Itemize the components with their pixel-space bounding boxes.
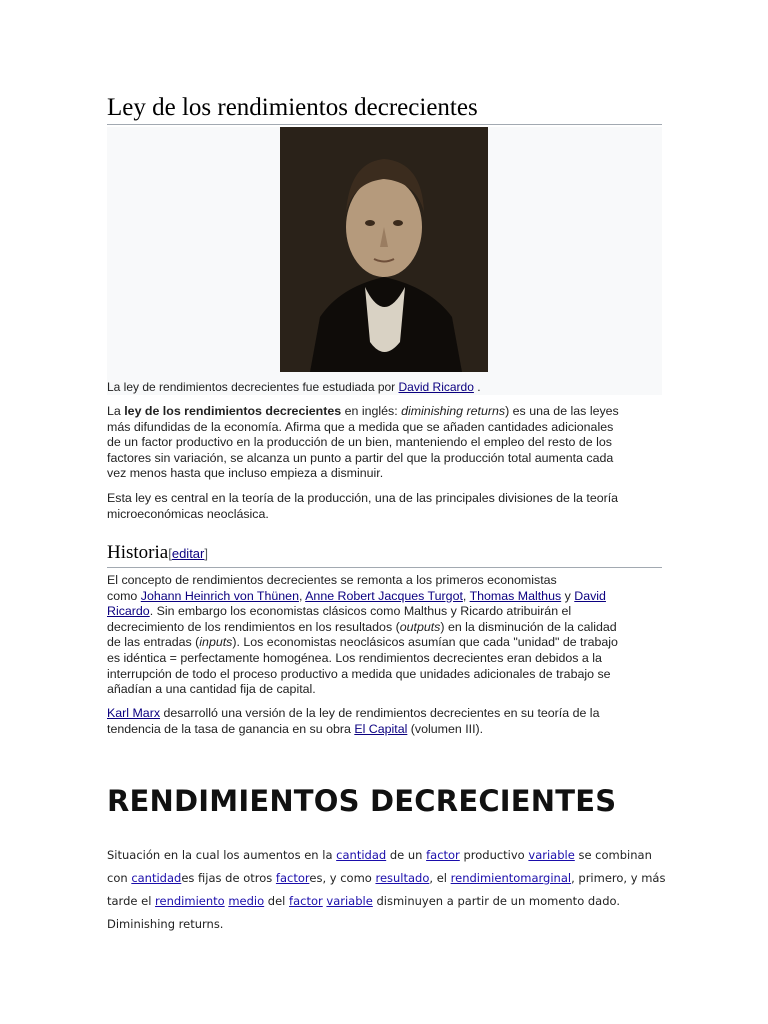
historia-line: es idéntica = perfectamente homogénea. Los rendimientos decrecientes eran debidos a la (107, 650, 602, 665)
historia-text: como (107, 588, 141, 603)
historia-text: ) en la disminución de la calidad (440, 619, 617, 634)
separator: , (298, 588, 306, 603)
intro-text: La (107, 404, 125, 418)
intro-text: ) es una de las leyes (505, 404, 619, 418)
link-resultado[interactable]: resultado (375, 871, 430, 885)
caption-text: La ley de rendimientos decrecientes fue estudiada por (107, 380, 399, 394)
edit-bracket-close: ] (204, 546, 208, 561)
historia-text: decrecimiento de los rendimientos en los resultados ( (107, 619, 400, 634)
def-text: productivo (459, 848, 529, 862)
portrait-figure (107, 127, 662, 395)
edit-bracket-open: [ (168, 546, 172, 561)
intro-paragraph (107, 404, 662, 482)
def-text: , el (429, 871, 451, 885)
link-cantidad[interactable]: cantidad (336, 848, 387, 862)
historia-heading-text: Historia (107, 542, 169, 563)
intro-line: de un factor productivo en la producción de un bien, manteniendo el empleo del resto de los (107, 435, 612, 450)
def-text: con (107, 871, 132, 885)
historia-text: desarrolló una versión de la ley de rendimientos decrecientes en su teoría de la (160, 706, 600, 720)
big-heading: RENDIMIENTOS DECRECIENTES (107, 784, 617, 818)
separator: y (561, 588, 575, 603)
historia-paragraph-2 (107, 706, 662, 737)
link-malthus[interactable]: Thomas Malthus (469, 588, 562, 603)
central-line: microeconómicas neoclásica. (107, 506, 269, 521)
link-variable[interactable]: variable (528, 848, 575, 862)
edit-section (168, 546, 208, 561)
historia-text: . Sin embargo los economistas clásicos como Malthus y Ricardo atribuirán el (149, 604, 572, 619)
intro-text: en inglés: (341, 404, 402, 418)
link-david-ricardo-2-cont[interactable]: Ricardo (107, 604, 150, 619)
link-david-ricardo[interactable]: David Ricardo (398, 380, 474, 394)
historia-paragraph-1 (107, 573, 662, 698)
historia-line: El concepto de rendimientos decrecientes se remonta a los primeros economistas (107, 573, 557, 587)
separator: , (462, 588, 470, 603)
link-factor[interactable]: factor (426, 848, 460, 862)
link-factor[interactable]: factor (275, 871, 310, 885)
def-text: tarde el (107, 894, 156, 908)
section-heading-historia (107, 540, 662, 568)
link-factor[interactable]: factor (289, 894, 323, 908)
link-von-thunen[interactable]: Johann Heinrich von Thünen (140, 588, 299, 603)
historia-text: ). Los economistas neoclásicos asumían que cada "unidad" de trabajo (232, 635, 618, 650)
intro-english-term: diminishing returns (401, 404, 506, 418)
def-text: es fijas de otros (181, 871, 276, 885)
def-text: de un (386, 848, 427, 862)
definition-paragraph (107, 844, 667, 936)
intro-bold-term: ley de los rendimientos decrecientes (124, 404, 342, 418)
edit-link[interactable]: editar (171, 546, 205, 561)
link-turgot[interactable]: Anne Robert Jacques Turgot (305, 588, 463, 603)
central-line: Esta ley es central en la teoría de la producción, una de las principales divisiones de la teoría (107, 491, 619, 505)
intro-line: vez menos hasta que incluso empieza a disminuir. (107, 466, 384, 481)
term-outputs: outputs (399, 619, 441, 634)
link-karl-marx[interactable]: Karl Marx (107, 706, 161, 720)
link-rendimiento[interactable]: rendimiento (155, 894, 225, 908)
def-text: , primero, y más (571, 871, 666, 885)
historia-line: añadían a una cantidad fija de capital. (107, 682, 316, 697)
link-medio[interactable]: medio (228, 894, 265, 908)
term-inputs: inputs (199, 635, 233, 650)
central-paragraph (107, 491, 662, 522)
def-text: Situación en la cual los aumentos en la (107, 848, 337, 862)
link-variable[interactable]: variable (326, 894, 373, 908)
link-david-ricardo-2[interactable]: David (574, 588, 606, 603)
intro-line: factores sin variación, se alcanza un punto a partir del que la producción total aumenta cada (107, 450, 614, 465)
historia-line: interrupción de todo el proceso productivo a medida que unidades adicionales de trabajo se (107, 666, 611, 681)
caption-end: . (473, 380, 481, 394)
portrait-image[interactable] (280, 127, 488, 372)
link-rendimientomarginal[interactable]: rendimientomarginal (450, 871, 572, 885)
page-title: Ley de los rendimientos decrecientes (107, 92, 662, 125)
historia-text: tendencia de la tasa de ganancia en su obra (107, 721, 355, 736)
historia-text: de las entradas ( (107, 635, 200, 650)
def-text: disminuyen a partir de un momento dado. (372, 894, 621, 908)
intro-line: más difundidas de la economía. Afirma que a medida que se añaden cantidades adicionales (107, 419, 614, 434)
link-cantidad[interactable]: cantidad (131, 871, 182, 885)
portrait-illustration (280, 127, 488, 372)
def-text: del (264, 894, 290, 908)
link-el-capital[interactable]: El Capital (354, 721, 408, 736)
def-text: se combinan (574, 848, 652, 862)
figure-caption (107, 379, 662, 395)
def-text: es, y como (309, 871, 376, 885)
historia-text: (volumen III). (407, 721, 484, 736)
def-line: Diminishing returns. (107, 917, 224, 931)
